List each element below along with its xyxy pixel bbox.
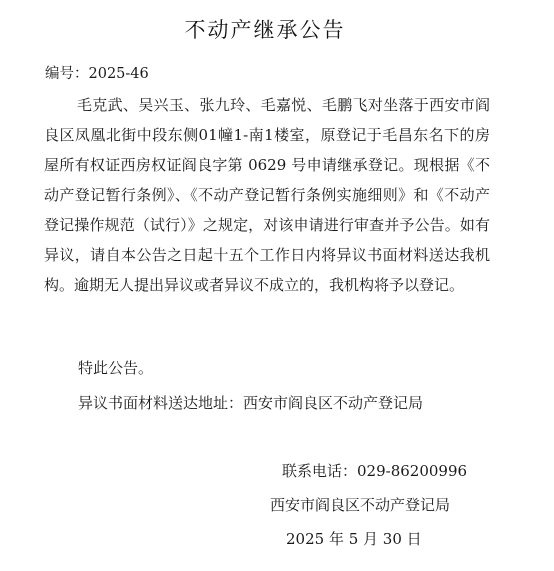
- address-label: 异议书面材料送达地址：: [78, 394, 244, 412]
- issue-date: 2025 年 5 月 30 日: [286, 530, 422, 548]
- issuing-authority: 西安市阎良区不动产登记局: [270, 496, 451, 514]
- document-number: [45, 62, 149, 83]
- document-number-label: 编号：: [45, 66, 89, 82]
- objection-address: [78, 392, 423, 413]
- phone-label: 联系电话：: [282, 462, 358, 480]
- document-number-value: 2025-46: [88, 66, 149, 82]
- document-title: 不动产继承公告: [184, 18, 346, 42]
- phone-value: 029-86200996: [357, 462, 468, 480]
- address-value: 西安市阎良区不动产登记局: [243, 394, 424, 412]
- announcement-body: 毛克武、吴兴玉、张九玲、毛嘉悦、毛鹏飞对坐落于西安市阎良区凤凰北街中段东侧01幢1-南1楼室，原登记于毛昌东名下的房屋所有权证西房权证阎良字第 0629 号申请继承登记。现根据《不动产登记暂行条例》、《不动产登记暂行条例实施细则》和《不动产登记操作规范（试行）》之规定，对该申请进行审查并予公告。如有异议，请自本公告之日起十五个工作日内将异议书面材料送达我机构。逾期无人提出异议或者异议不成立的，我机构将予以登记。: [44, 96, 490, 294]
- special-notice: 特此公告。: [78, 359, 154, 377]
- contact-phone: [282, 460, 467, 481]
